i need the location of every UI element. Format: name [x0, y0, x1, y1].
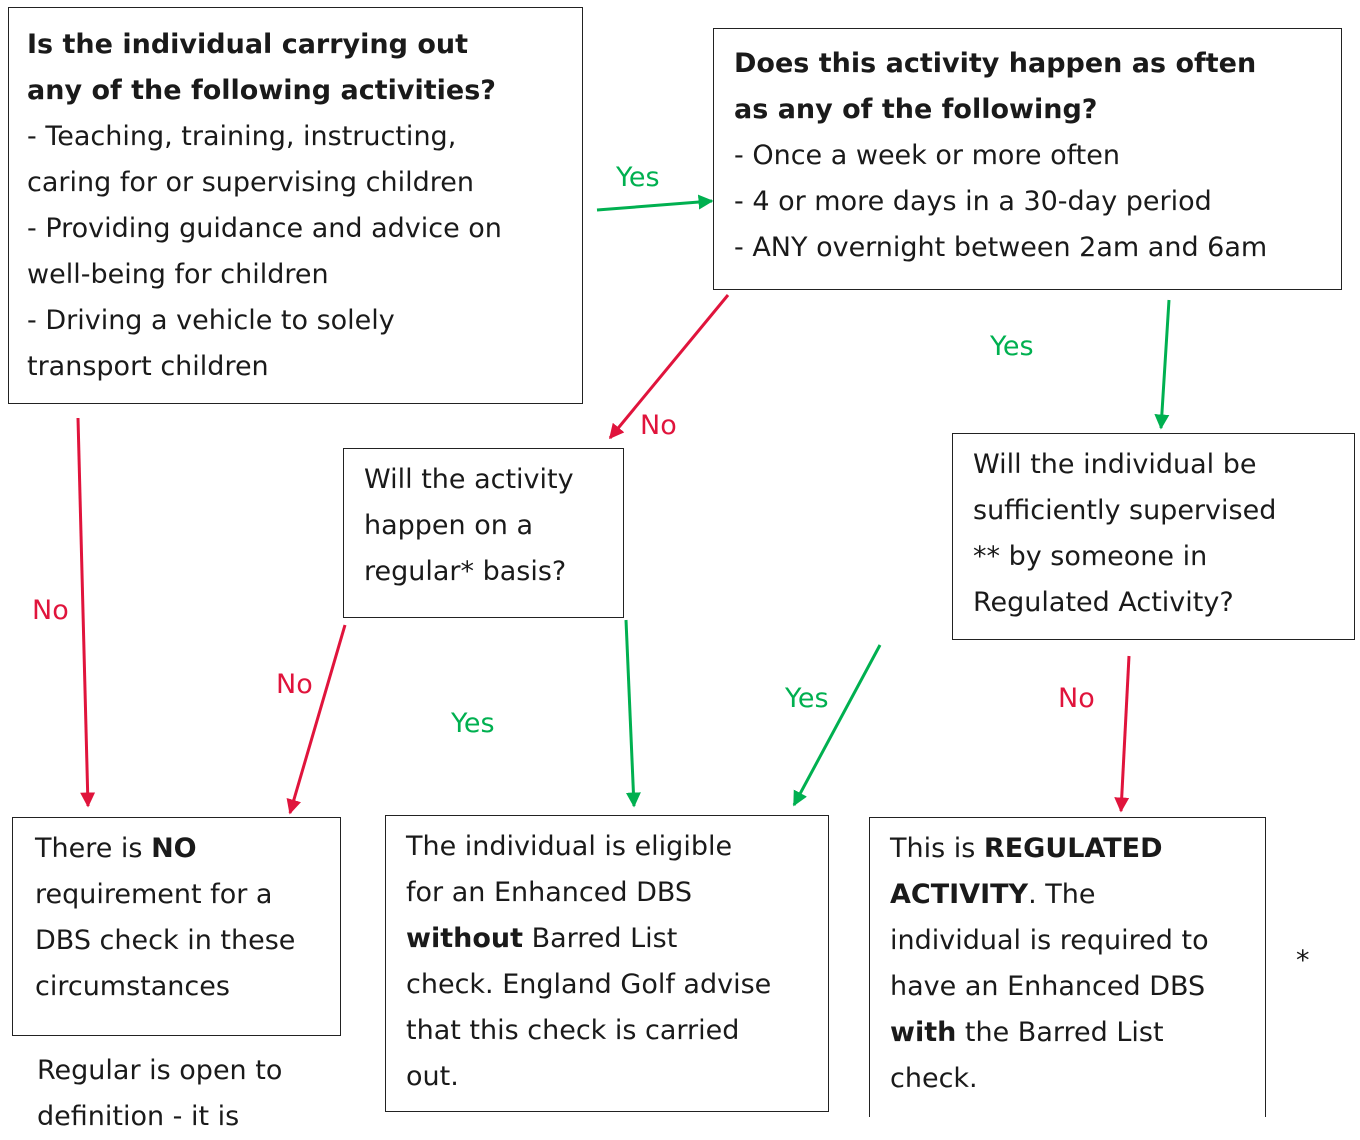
q2-heading-line-1: Does this activity happen as often — [734, 48, 1257, 79]
q2-line-1: - Once a week or more often — [734, 140, 1120, 171]
q2-line-3: - ANY overnight between 2am and 6am — [734, 232, 1268, 263]
q4-line-2: sufficiently supervised — [973, 495, 1277, 526]
out-no-line-4: circumstances — [35, 971, 230, 1002]
arrow-q2-to-q4-yes — [1161, 300, 1169, 428]
out-eligible-line-4: check. England Golf advise — [406, 969, 772, 1000]
q4-line-1: Will the individual be — [973, 449, 1257, 480]
out-no-line-2: requirement for a — [35, 879, 273, 910]
footnote-line-1: Regular is open to — [37, 1055, 283, 1086]
out-regulated-line-5: with the Barred List — [890, 1017, 1164, 1048]
arrow-q1-to-no-requirement — [78, 418, 88, 806]
arrow-q3-to-no-requirement — [290, 625, 345, 813]
q4-line-3: ** by someone in — [973, 541, 1208, 572]
out-eligible-line-6: out. — [406, 1061, 459, 1092]
label-no-q3: No — [276, 669, 313, 700]
label-yes-q2-q4: Yes — [990, 331, 1034, 362]
q1-line-2: caring for or supervising children — [27, 167, 474, 198]
q4-line-4: Regulated Activity? — [973, 587, 1234, 618]
label-yes-q1-q2: Yes — [616, 162, 660, 193]
q1-heading-line-2: any of the following activities? — [27, 75, 496, 106]
footnote-star: * — [1296, 945, 1310, 976]
question-supervision-box — [952, 433, 1355, 640]
q1-heading-line-1: Is the individual carrying out — [27, 29, 469, 60]
q3-line-1: Will the activity — [364, 464, 574, 495]
label-no-q2-q3: No — [640, 410, 677, 441]
outcome-eligible-box — [385, 815, 829, 1112]
question-activities-box — [8, 7, 583, 404]
footnote-text — [37, 1048, 282, 1140]
q3-line-3: regular* basis? — [364, 556, 567, 587]
outcome-no-requirement-box — [12, 817, 341, 1036]
footnote-line-2: definition - it is — [37, 1101, 240, 1132]
arrow-q3-to-eligible-yes — [626, 620, 634, 806]
out-regulated-line-3: individual is required to — [890, 925, 1209, 956]
out-eligible-line-2: for an Enhanced DBS — [406, 877, 693, 908]
q1-line-3: - Providing guidance and advice on — [27, 213, 502, 244]
q1-line-1: - Teaching, training, instructing, — [27, 121, 457, 152]
out-no-line-3: DBS check in these — [35, 925, 296, 956]
q3-line-2: happen on a — [364, 510, 534, 541]
q1-line-4: well-being for children — [27, 259, 329, 290]
out-regulated-line-4: have an Enhanced DBS — [890, 971, 1206, 1002]
q1-line-6: transport children — [27, 351, 269, 382]
label-yes-q3: Yes — [451, 708, 495, 739]
out-eligible-line-5: that this check is carried — [406, 1015, 740, 1046]
label-no-q4: No — [1058, 683, 1095, 714]
label-yes-q4: Yes — [785, 683, 829, 714]
out-eligible-line-3: without Barred List — [406, 923, 678, 954]
out-regulated-line-1: This is REGULATED — [890, 833, 1163, 864]
q1-line-5: - Driving a vehicle to solely — [27, 305, 395, 336]
question-regular-basis-box — [343, 448, 624, 618]
arrow-q4-to-regulated-no — [1121, 656, 1129, 811]
arrow-q1-to-q2-yes — [597, 201, 712, 210]
q2-heading-line-2: as any of the following? — [734, 94, 1098, 125]
out-eligible-line-1: The individual is eligible — [406, 831, 733, 862]
label-no-q1: No — [32, 595, 69, 626]
outcome-regulated-box — [869, 817, 1266, 1117]
q2-line-2: - 4 or more days in a 30-day period — [734, 186, 1212, 217]
arrow-q4-to-eligible-yes — [794, 645, 880, 805]
out-no-line-1: There is NO — [35, 833, 197, 864]
out-regulated-line-6: check. — [890, 1063, 978, 1094]
question-frequency-box — [713, 28, 1342, 290]
out-regulated-line-2: ACTIVITY. The — [890, 879, 1096, 910]
